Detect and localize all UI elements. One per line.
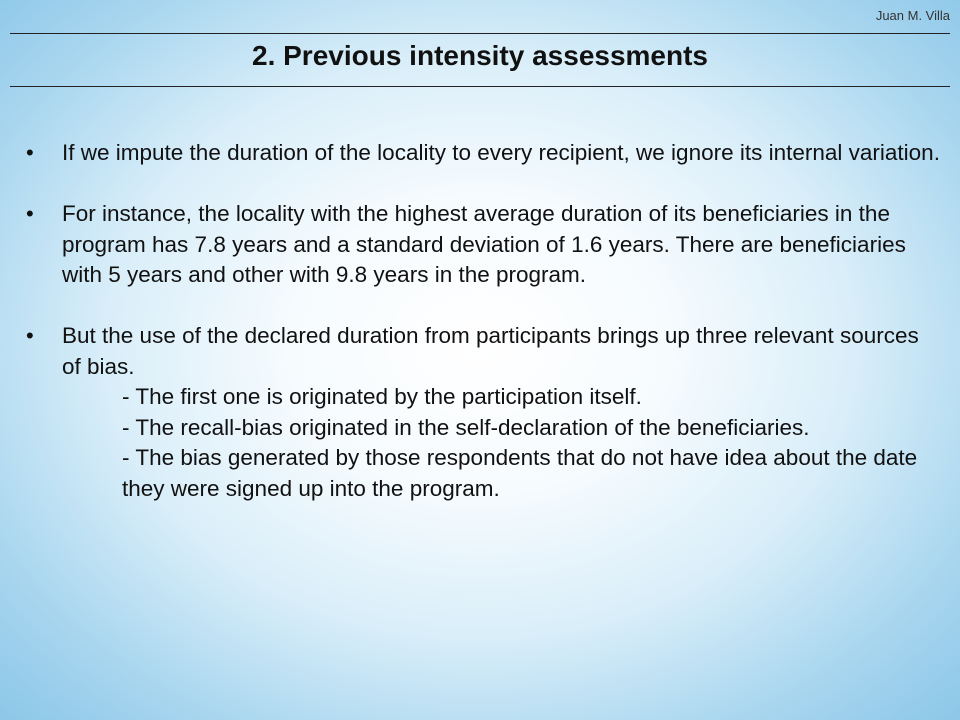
bullet-item-2	[26, 199, 942, 291]
author-label: Juan M. Villa	[875, 8, 950, 23]
slide-content	[26, 138, 942, 535]
bullet-icon: •	[26, 201, 34, 226]
bullet-item-3	[26, 321, 942, 504]
bullet-text: If we impute the duration of the locality to every recipient, we ignore its internal variation.	[62, 140, 940, 165]
bullet-icon: •	[26, 323, 34, 348]
bottom-rule	[10, 86, 950, 87]
bullet-item-1	[26, 138, 942, 169]
sub-item-2: - The recall-bias originated in the self-declaration of the beneficiaries.	[122, 414, 810, 440]
sub-item-1: - The first one is originated by the participation itself.	[122, 384, 642, 409]
bullet-icon: •	[26, 140, 34, 165]
slide-title: 2. Previous intensity assessments	[252, 40, 708, 71]
bullet-text: For instance, the locality with the highest average duration of its beneficiaries in the program has 7.8 years and a standard deviation of 1.6 years. There are beneficiaries with 5 years and other with 9.8 years in the program.	[62, 201, 906, 287]
top-rule	[10, 33, 950, 34]
sub-item-3: - The bias generated by those respondents that do not have idea about the date they were signed up into the program.	[122, 445, 918, 501]
bullet-text: But the use of the declared duration from participants brings up three relevant sources of bias.	[62, 323, 919, 379]
